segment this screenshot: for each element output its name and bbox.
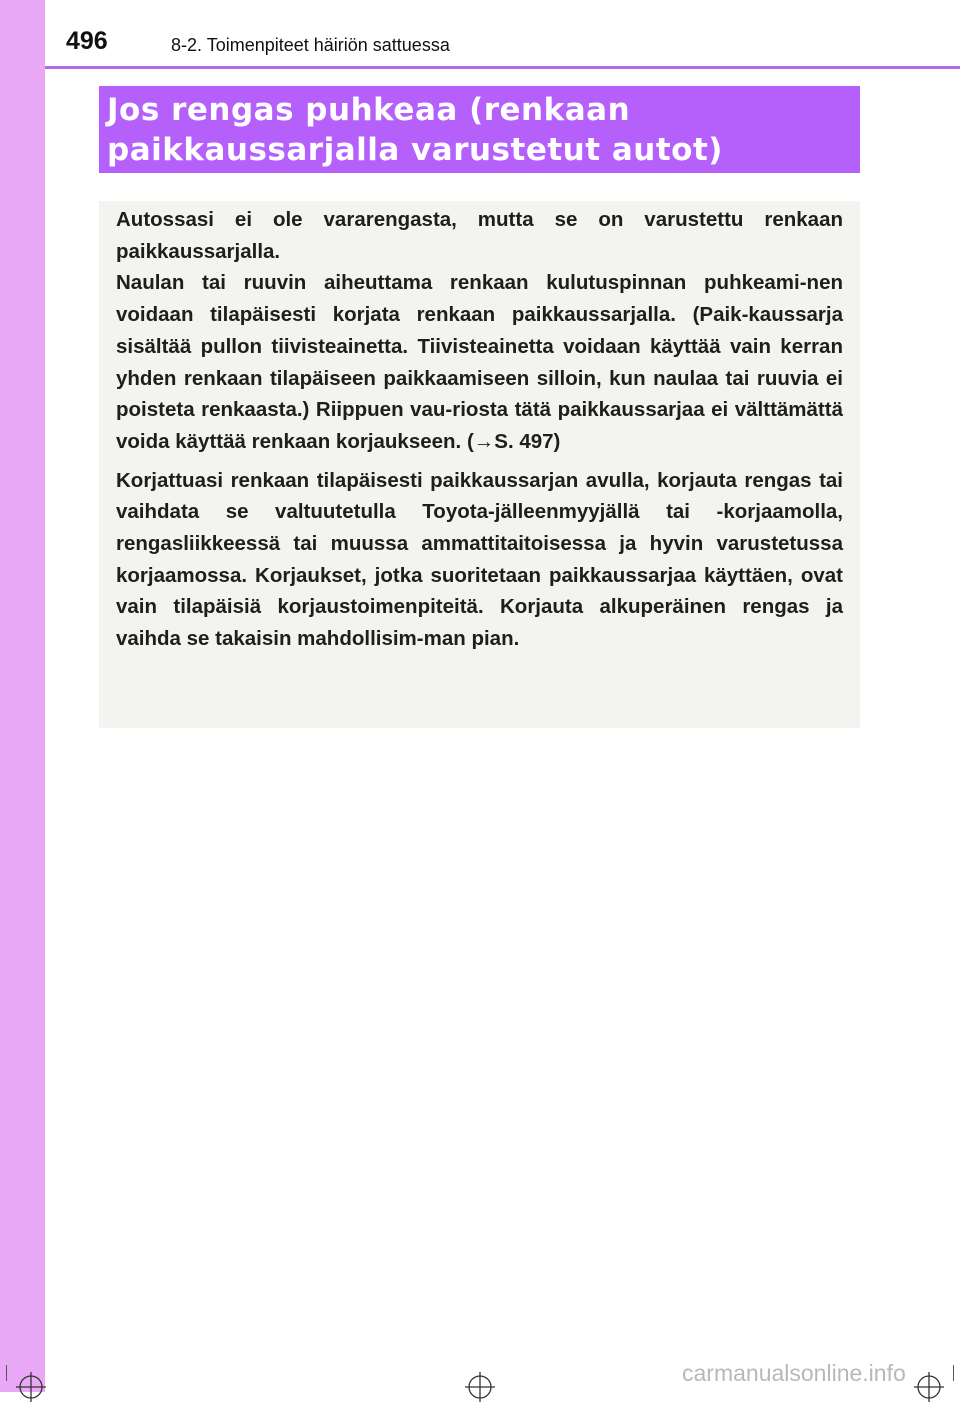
chapter-side-strip <box>0 0 45 1392</box>
header-rule <box>45 66 960 69</box>
registration-crosshair-icon <box>16 1372 46 1402</box>
registration-crosshair-icon <box>465 1372 495 1402</box>
page-number: 496 <box>66 27 108 55</box>
section-title-line-2: paikkaussarjalla varustetut autot) <box>107 132 723 168</box>
info-box <box>99 201 860 728</box>
section-title-banner <box>99 86 860 173</box>
info-paragraph-2: Naulan tai ruuvin aiheuttama renkaan kulutuspinnan puhkeami-nen voidaan tilapäisesti korjata renkaan paikkaussarjalla. (Paik-kaussarja sisältää pullon tiivisteainetta. Tiivisteainetta voidaan käyttää vain kerran yhden renkaan tilapäiseen paikkaamiseen silloin, kun naulaa tai ruuvia ei poisteta renkaasta.) Riippuen vau-riosta tätä paikkaussarjaa ei välttämättä voida käyttää renkaan korjaukseen. (→S. 497) <box>116 271 843 453</box>
chapter-title: 8-2. Toimenpiteet häiriön sattuessa <box>171 35 450 55</box>
crop-mark <box>953 1365 954 1381</box>
info-paragraph-3: Korjattuasi renkaan tilapäisesti paikkaussarjan avulla, korjauta rengas tai vaihdata se valtuutetulla Toyota-jälleenmyyjällä tai -korjaamolla, rengasliikkeessä tai muussa ammattitaitoisessa ja hyvin varustetussa korjaamossa. Korjaukset, jotka suoritetaan paikkaussarjaa käyttäen, ovat vain tilapäisiä korjaustoimenpiteitä. Korjauta alkuperäinen rengas ja vaihda se takaisin mahdollisim-man pian. <box>116 468 843 651</box>
section-title-line-1: Jos rengas puhkeaa (renkaan <box>107 92 631 128</box>
crop-mark <box>6 1365 7 1381</box>
info-paragraph-1: Autossasi ei ole vararengasta, mutta se on varustettu renkaan paikkaussarjalla. <box>116 208 843 263</box>
watermark: carmanualsonline.info <box>682 1360 906 1386</box>
registration-crosshair-icon <box>914 1372 944 1402</box>
